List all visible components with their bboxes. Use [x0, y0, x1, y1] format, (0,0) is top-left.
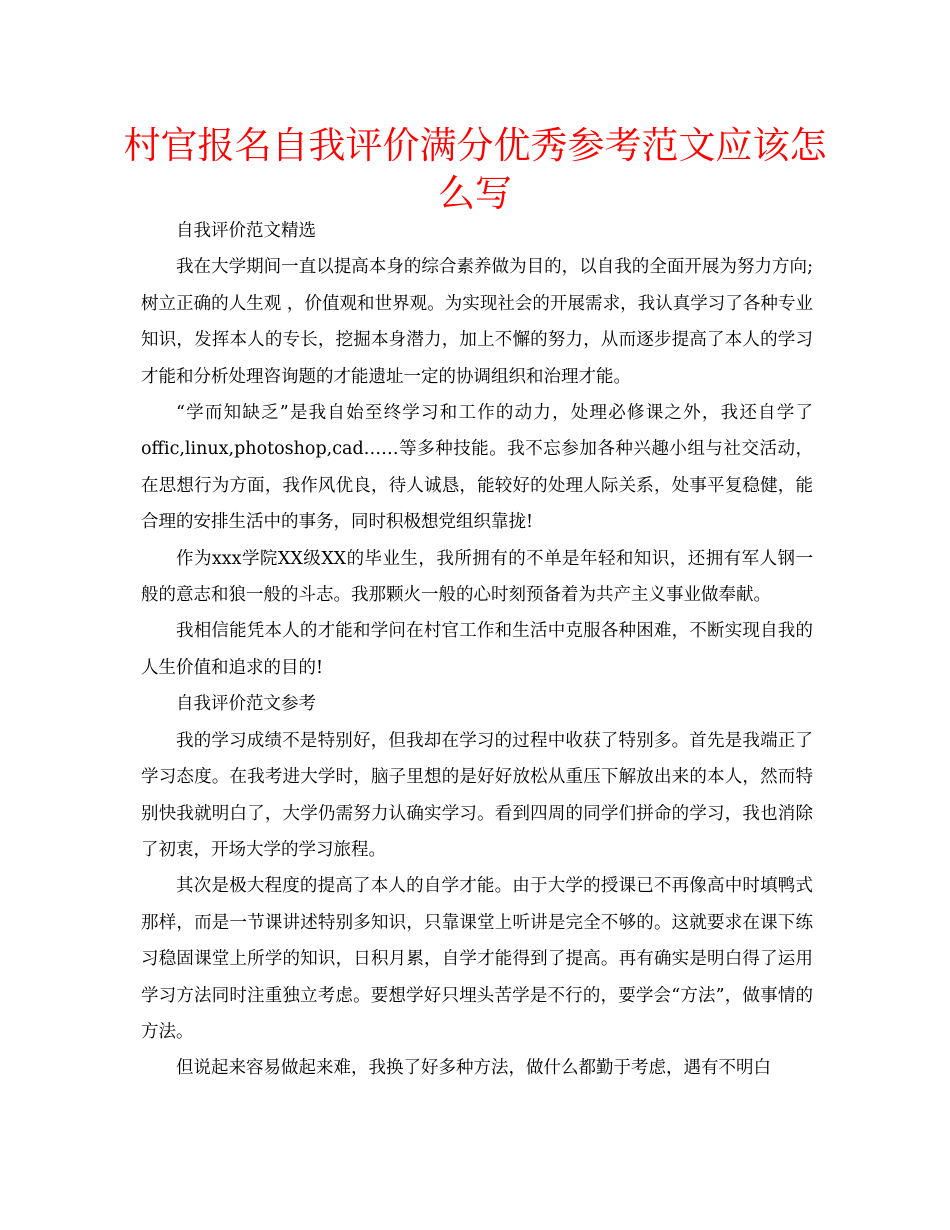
- body-paragraph: 我相信能凭本人的才能和学问在村官工作和生活中克服各种困难，不断实现自我的人生价值和追求的目的!: [141, 621, 813, 678]
- section-heading: 自我评价范文参考: [176, 694, 316, 715]
- page-title: 村官报名自我评价满分优秀参考范文应该怎么写: [123, 124, 827, 215]
- document-body: [141, 213, 813, 1087]
- body-paragraph: 其次是极大程度的提高了本人的自学才能。由于大学的授课已不再像高中时填鸭式那样，而是一节课讲述特别多知识，只靠课堂上听讲是完全不够的。这就要求在课下练习稳固课堂上所学的知识，日积月累，自学才能得到了提高。再有确实是明白得了运用学习方法同时注重独立考虑。要想学好只埋头苦学是不行的，要学会“方法”，做事情的方法。: [141, 876, 813, 1042]
- body-paragraph: 作为xxx学院XX级XX的毕业生，我所拥有的不单是年轻和知识，还拥有军人钢一般的意志和狼一般的斗志。我那颗火一般的心时刻预备着为共产主义事业做奉献。: [141, 548, 813, 606]
- section-heading: 自我评价范文精选: [176, 221, 316, 241]
- body-paragraph: 但说起来容易做起来难，我换了好多种方法，做什么都勤于考虑，遇有不明白: [176, 1058, 771, 1079]
- body-paragraph: “学而知缺乏”是我自始至终学习和工作的动力，处理必修课之外，我还自学了offic,linux,photoshop,cad……等多种技能。我不忘参加各种兴趣小组与社交活动，在思想行为方面，我作风优良，待人诚恳，能较好的处理人际关系，处事平复稳健，能合理的安排生活中的事务，同时积极想党组织靠拢!: [141, 403, 813, 533]
- body-paragraph: 我在大学期间一直以提高本身的综合素养做为目的，以自我的全面开展为努力方向;树立正确的人生观 ，价值观和世界观。为实现社会的开展需求，我认真学习了各种专业知识，发挥本人的专长，挖掘本身潜力，加上不懈的努力，从而逐步提高了本人的学习才能和分析处理咨询题的才能遗址一定的协调组织和治理才能。: [141, 257, 813, 387]
- body-paragraph: 我的学习成绩不是特别好，但我却在学习的过程中收获了特别多。首先是我端正了学习态度。在我考进大学时，脑子里想的是好好放松从重压下解放出来的本人，然而特别快我就明白了，大学仍需努力认确实学习。看到四周的同学们拼命的学习，我也消除了初衷，开场大学的学习旅程。: [141, 730, 813, 860]
